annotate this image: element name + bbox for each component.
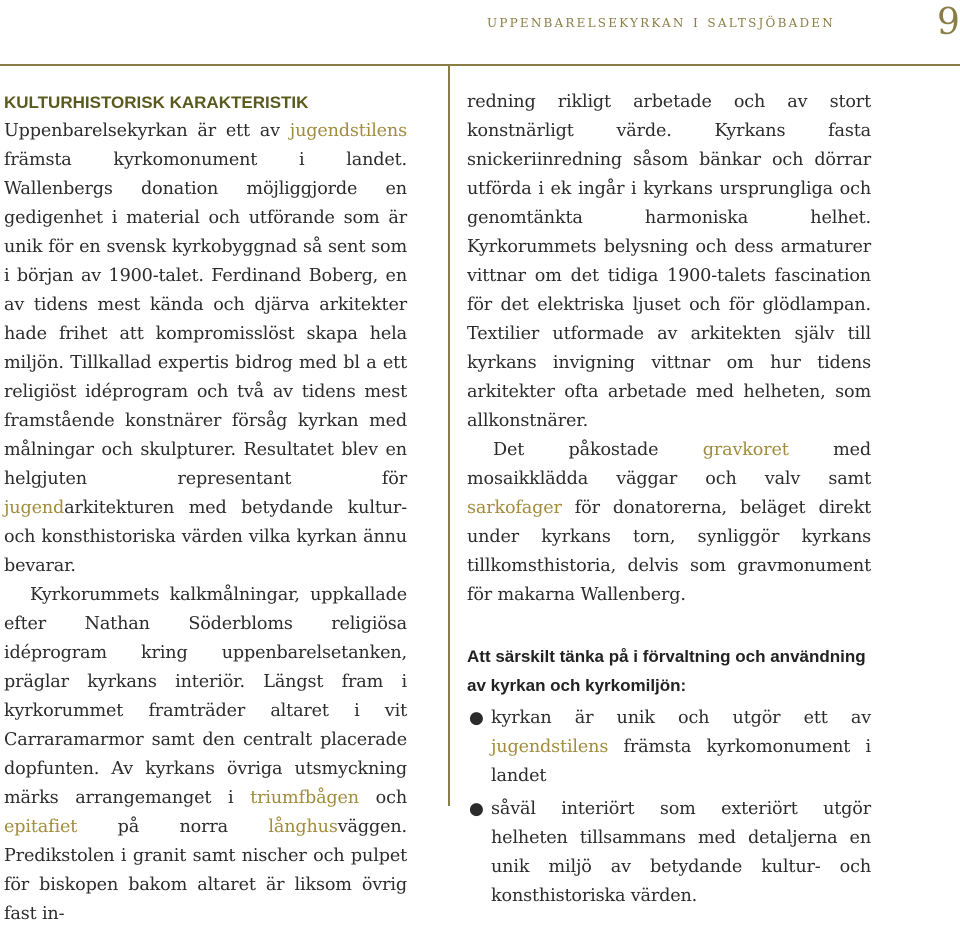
- section-heading: KULTURHISTORISK KARAKTERISTIK: [4, 93, 309, 112]
- glossary-link-triumfbagen[interactable]: triumfbågen: [250, 788, 359, 808]
- header-rule: [0, 64, 960, 66]
- gravkor-paragraph: [467, 436, 871, 610]
- glossary-link-langhus[interactable]: långhus: [268, 817, 338, 837]
- considerations-list: [467, 704, 871, 911]
- glossary-link-gravkoret[interactable]: gravkoret: [702, 440, 789, 460]
- text-run: för donatorerna, beläget direkt under kyrkans torn, synliggör kyrkans tillkomsthistoria, delvis som gravmonument för makarna Wallenberg.: [467, 498, 871, 605]
- right-column: [467, 88, 871, 915]
- bullet-icon: ●: [469, 799, 484, 819]
- text-run: kyrkan är unik och utgör ett av: [491, 708, 871, 728]
- text-run: såväl interiört som exteriört utgör helheten tillsammans med detaljerna en unik miljö av betydande kultur- och konsthistoriska värden.: [491, 799, 871, 906]
- text-run: arkitekturen med betydande kultur- och konsthistoriska värden vilka kyrkan ännu bevarar.: [4, 498, 407, 576]
- text-run: Uppenbarelsekyrkan är ett av: [4, 121, 290, 141]
- glossary-link-jugendstilens[interactable]: jugendstilens: [289, 121, 407, 141]
- management-subheading: Att särskilt tänka på i förvaltning och användning av kyrkan och kyrkomiljön:: [467, 647, 866, 695]
- section-body-2: [4, 581, 407, 929]
- left-column: [4, 88, 407, 929]
- continued-paragraph: redning rikligt arbetade och av stort konstnärligt värde. Kyrkans fasta snickeriinredning såsom bänkar och dörrar utförda i ek ingår i kyrkans ursprungliga och genomtänkta harmoniska helhet. Kyrkorummets belysning och dess armaturer vittnar om det tidiga 1900-talets fascination för det elektriska ljuset och för glödlampan. Textilier utformade av arkitekten själv till kyrkans invigning vittnar om hur tidens arkitekter ofta arbetade med helheten, som allkonstnärer.: [467, 92, 871, 431]
- text-run: Kyrkorummets kalkmålningar, uppkallade efter Nathan Söderbloms religiösa idéprogram kring uppenbarelsetanken, präglar kyrkans interiör. Längst fram i kyrkorummet framträder altaret i vit Carraramarmor samt den centralt placerade dopfunten. Av kyrkans övriga utsmyckning märks arrangemanget i: [4, 585, 407, 808]
- running-header: uppenbarelsekyrkan i saltsjöbaden: [487, 12, 835, 31]
- glossary-link-jugendstilens[interactable]: jugendstilens: [491, 737, 609, 757]
- list-item: [467, 795, 871, 911]
- text-run: främsta kyrkomonument i landet: [491, 737, 871, 786]
- text-run: väggen. Predikstolen i granit samt nischer och pulpet för biskopen bakom altaret är liksom övrig fast in-: [4, 817, 407, 924]
- glossary-link-epitafiet[interactable]: epitafiet: [4, 817, 78, 837]
- column-divider: [448, 66, 450, 806]
- text-run: och: [358, 788, 407, 808]
- page-number: 9: [937, 2, 960, 43]
- text-run: främsta kyrkomonument i landet. Wallenbergs donation möjliggjorde en gedigenhet i material och utförande som är unik för en svensk kyrkobyggnad så sent som i början av 1900-talet. Ferdinand Boberg, en av tidens mest kända och djärva arkitekter hade frihet att kompromisslöst skapa hela miljön. Tillkallad expertis bidrog med bl a ett religiöst idéprogram och två av tidens mest framstående konstnärer försåg kyrkan med målningar och skulpturer. Resultatet blev en helgjuten representant för: [4, 150, 407, 489]
- text-run: på norra: [77, 817, 269, 837]
- glossary-link-jugend[interactable]: jugend: [4, 498, 65, 518]
- bullet-icon: ●: [469, 708, 484, 728]
- list-item: [467, 704, 871, 791]
- glossary-link-sarkofager[interactable]: sarkofager: [467, 498, 562, 518]
- text-run: Det påkostade: [493, 440, 703, 460]
- text-run: med mosaikklädda väggar och valv samt: [467, 440, 871, 489]
- section-body-1: [4, 88, 407, 581]
